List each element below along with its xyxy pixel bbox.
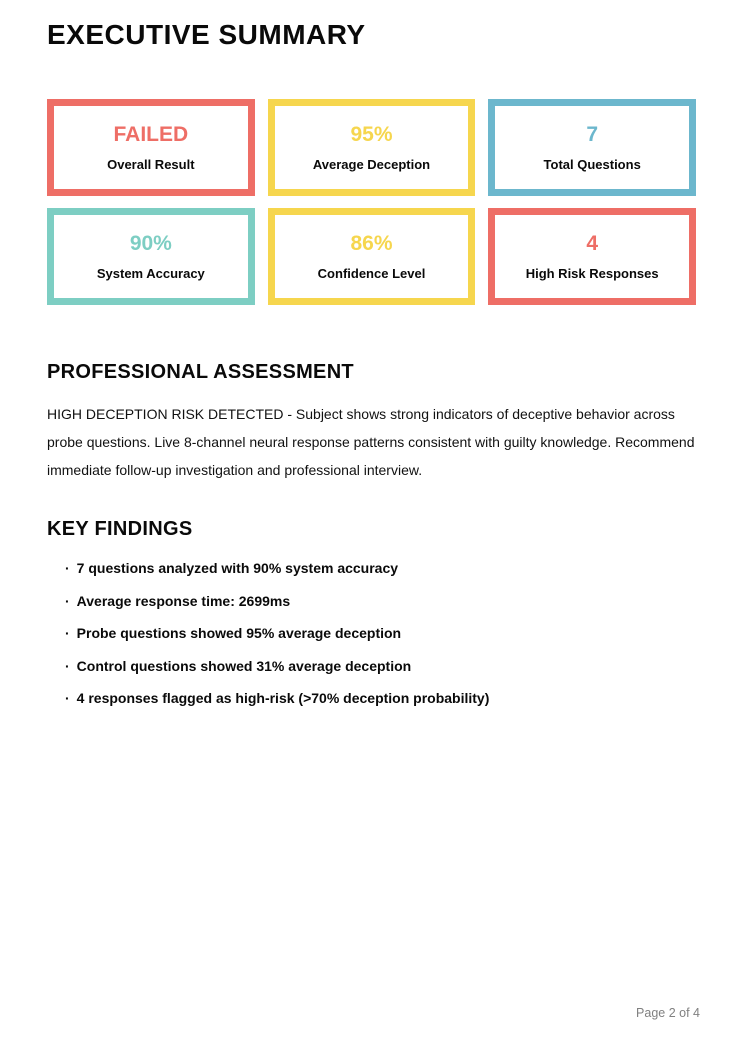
stat-value: FAILED — [113, 123, 189, 146]
findings-heading: KEY FINDINGS — [47, 518, 193, 540]
stat-label: Confidence Level — [317, 266, 426, 281]
professional-assessment-section — [47, 361, 696, 484]
page-number: Page 2 of 4 — [636, 1006, 700, 1020]
finding-text: 4 responses flagged as high-risk (>70% deception probability) — [76, 690, 490, 706]
stat-label: Overall Result — [107, 157, 195, 172]
bullet-icon: · — [65, 690, 70, 706]
findings-list — [47, 561, 696, 705]
finding-text: Control questions showed 31% average deception — [76, 657, 412, 674]
page-title: EXECUTIVE SUMMARY — [47, 19, 366, 50]
finding-item — [65, 626, 696, 640]
finding-text: Probe questions showed 95% average deception — [76, 625, 402, 641]
stat-value: 86% — [350, 232, 393, 255]
bullet-icon: · — [65, 657, 70, 674]
finding-text: 7 questions analyzed with 90% system accuracy — [76, 560, 399, 576]
stat-card-average-deception — [268, 99, 476, 196]
stats-grid — [47, 99, 696, 305]
finding-text: Average response time: 2699ms — [76, 592, 291, 609]
stat-value: 90% — [129, 232, 172, 255]
key-findings-section — [47, 518, 696, 705]
stat-card-confidence-level — [268, 208, 476, 305]
bullet-icon: · — [65, 560, 70, 576]
stat-card-high-risk-responses — [488, 208, 696, 305]
stat-value: 7 — [586, 123, 598, 146]
finding-item — [65, 561, 696, 575]
assessment-heading: PROFESSIONAL ASSESSMENT — [47, 361, 354, 383]
stat-label: High Risk Responses — [525, 266, 659, 281]
stat-label: Average Deception — [312, 157, 431, 172]
stat-value: 95% — [350, 123, 393, 146]
finding-item — [65, 691, 696, 705]
stat-card-overall-result — [47, 99, 255, 196]
stat-card-system-accuracy — [47, 208, 255, 305]
assessment-body-text: HIGH DECEPTION RISK DETECTED - Subject shows strong indicators of deceptive behavior across probe questions. Live 8-channel neural response patterns consistent with guilty knowledge. Recommend immediate follow-up investigation and professional interview. — [47, 406, 695, 478]
finding-item — [65, 659, 696, 673]
stat-label: Total Questions — [543, 157, 641, 172]
bullet-icon: · — [65, 625, 70, 641]
finding-item — [65, 594, 696, 608]
stat-label: System Accuracy — [96, 266, 205, 281]
bullet-icon: · — [65, 592, 70, 609]
stat-card-total-questions — [488, 99, 696, 196]
stat-value: 4 — [586, 232, 598, 255]
